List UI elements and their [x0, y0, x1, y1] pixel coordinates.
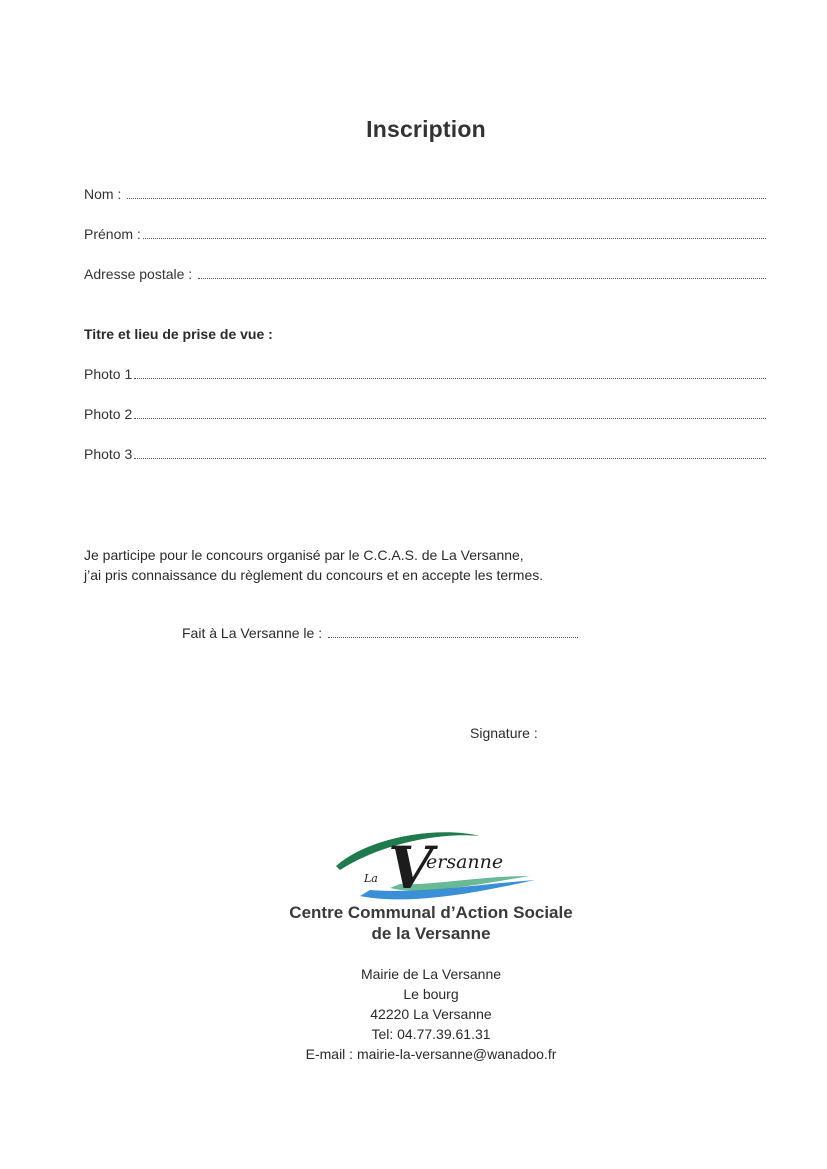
- address-phone: Tel: 04.77.39.61.31: [371, 1026, 491, 1042]
- prenom-field[interactable]: [84, 226, 766, 246]
- adresse-label: Adresse postale :: [84, 266, 197, 282]
- org-name-line-2: de la Versanne: [371, 924, 491, 943]
- participation-statement: [84, 545, 543, 585]
- contact-address: [0, 964, 827, 1064]
- adresse-field[interactable]: [84, 266, 766, 286]
- fait-dotted-line[interactable]: [328, 625, 578, 638]
- photo1-field[interactable]: [84, 366, 766, 386]
- photo2-label: Photo 2: [84, 406, 133, 422]
- logo-versanne-text: ersanne: [426, 851, 504, 873]
- photo3-label: Photo 3: [84, 446, 133, 462]
- photo-section-heading: Titre et lieu de prise de vue :: [84, 326, 273, 342]
- photo1-label: Photo 1: [84, 366, 133, 382]
- statement-line-2: j’ai pris connaissance du règlement du concours et en accepte les termes.: [84, 567, 544, 583]
- prenom-dotted-line[interactable]: [143, 226, 766, 239]
- photo3-dotted-line[interactable]: [134, 446, 766, 459]
- address-email[interactable]: E-mail : mairie-la-versanne@wanadoo.fr: [305, 1046, 557, 1062]
- page-title: Inscription: [366, 116, 486, 142]
- statement-line-1: Je participe pour le concours organisé par le C.C.A.S. de La Versanne,: [84, 547, 524, 563]
- organization-name: [0, 902, 827, 944]
- org-name-line-1: Centre Communal d’Action Sociale: [289, 903, 573, 922]
- la-versanne-logo: [330, 826, 540, 906]
- logo-v-letter: V: [388, 834, 434, 902]
- photo3-field[interactable]: [84, 446, 766, 466]
- nom-dotted-line[interactable]: [127, 186, 766, 199]
- address-line-2: Le bourg: [403, 986, 459, 1002]
- photo1-dotted-line[interactable]: [134, 366, 766, 379]
- prenom-label: Prénom :: [84, 226, 141, 242]
- address-line-1: Mairie de La Versanne: [360, 966, 502, 982]
- address-line-3: 42220 La Versanne: [370, 1006, 492, 1022]
- fait-field[interactable]: [182, 625, 578, 641]
- photo2-field[interactable]: [84, 406, 766, 426]
- signature-label: Signature :: [470, 725, 538, 741]
- adresse-dotted-line[interactable]: [198, 266, 766, 279]
- nom-field[interactable]: [84, 186, 766, 206]
- logo-la-text: La: [364, 872, 378, 885]
- nom-label: Nom :: [84, 186, 126, 202]
- fait-label: Fait à La Versanne le :: [182, 625, 326, 641]
- photo2-dotted-line[interactable]: [134, 406, 766, 419]
